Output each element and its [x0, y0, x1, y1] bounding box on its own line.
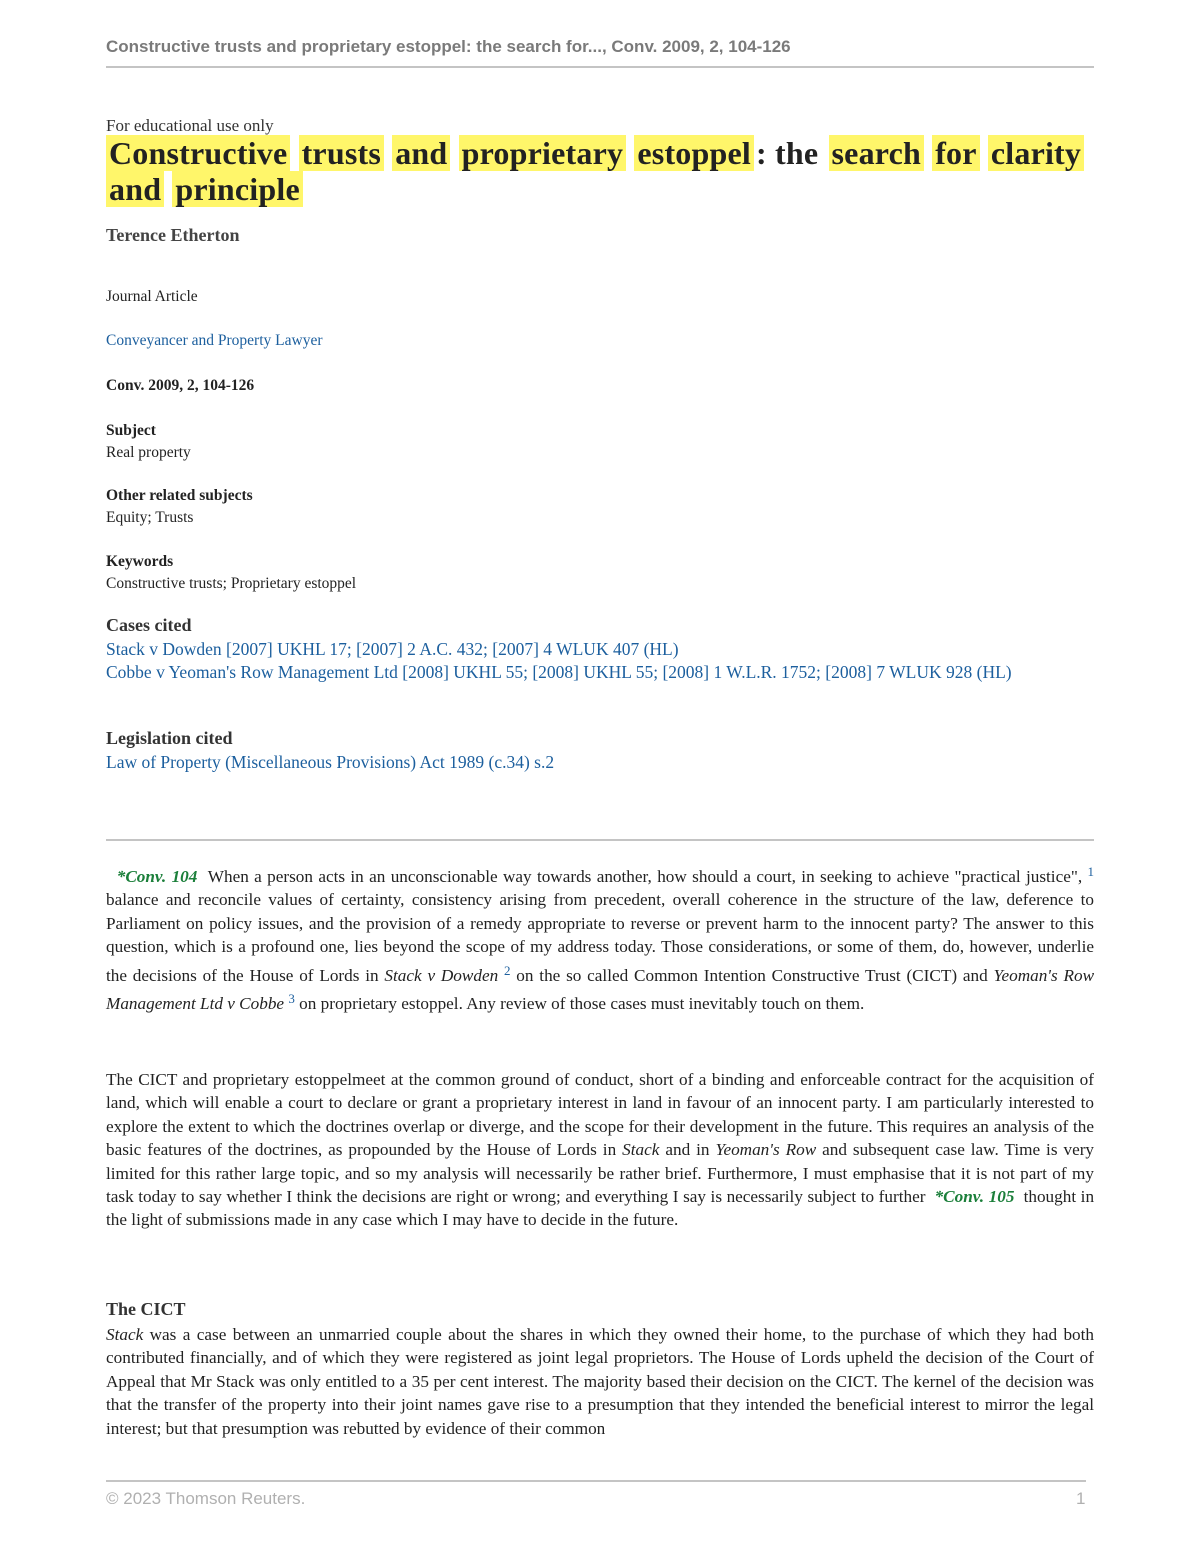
- article-title: [106, 135, 1096, 207]
- footnote-link-2[interactable]: 2: [503, 962, 511, 978]
- title-word: Constructive: [106, 135, 290, 171]
- educational-notice: For educational use only: [106, 116, 274, 135]
- title-word: search: [829, 135, 924, 171]
- case-link-cobbe[interactable]: Cobbe v Yeoman's Row Management Ltd [2008] UKHL 55; [2008] UKHL 55; [2008] 1 W.L.R. 1752; [2008] 7 WLUK 928 (HL): [106, 662, 1012, 682]
- author-name: Terence Etherton: [106, 225, 240, 245]
- paragraph-text: When a person acts in an unconscionable way towards another, how should a court, in seeking to achieve "practical justice",: [207, 867, 1083, 886]
- paragraph-text: and in: [665, 1140, 710, 1160]
- title-word: and: [392, 135, 450, 171]
- case-link-stack[interactable]: Stack v Dowden [2007] UKHL 17; [2007] 2 A.C. 432; [2007] 4 WLUK 407 (HL): [106, 639, 679, 659]
- journal-link[interactable]: Conveyancer and Property Lawyer: [106, 332, 323, 349]
- page-marker: *Conv. 104: [116, 867, 198, 886]
- title-word: and: [106, 171, 164, 207]
- subject-label: Subject: [106, 422, 156, 439]
- case-name: Yeoman's Row Management Ltd v Cobbe: [106, 965, 1095, 1014]
- cases-cited-label: Cases cited: [106, 615, 192, 635]
- copyright-notice: © 2023 Thomson Reuters.: [106, 1489, 306, 1508]
- body-paragraph-1: [106, 860, 1094, 1015]
- paragraph-text: The CICT and proprietary estoppelmeet at the common ground of conduct, short of a binding and enforceable contract for the acquisition of land, which will enable a court to declare or grant a proprietary interest in land in favour of an innocent party. I am particularly interested to explore the extent to which the doctrines overlap or diverge, and the scope for their development in the future. This requires an analysis of the basic features of the doctrines, as propounded by the House of Lords in: [106, 1070, 1094, 1160]
- title-word: principle: [172, 171, 302, 207]
- document-type: Journal Article: [106, 288, 198, 305]
- page-marker: *Conv. 105: [934, 1187, 1015, 1207]
- case-name: Stack v Dowden: [384, 965, 499, 985]
- paragraph-text: and subsequent case law. Time is very limited for this rather large topic, and so my analysis will necessarily be rather brief. Furthermore, I must emphasise that it is not part of my task today to say whether I think the decisions are right or wrong; and everything I say is necessarily subject to further: [106, 1140, 1095, 1207]
- other-subjects-label: Other related subjects: [106, 487, 253, 504]
- footnote-link-1[interactable]: 1: [1087, 864, 1095, 879]
- subject-value: Real property: [106, 444, 191, 461]
- paragraph-text: on the so called Common Intention Constructive Trust (CICT) and: [516, 965, 988, 985]
- section-heading: The CICT: [106, 1299, 186, 1319]
- legislation-link[interactable]: Law of Property (Miscellaneous Provisions) Act 1989 (c.34) s.2: [106, 752, 555, 772]
- keywords-value: Constructive trusts; Proprietary estoppel: [106, 575, 357, 592]
- paragraph-text: balance and reconcile values of certainty, consistency arising from precedent, overall coherence in the structure of the law, deference to Parliament on policy issues, and the provision of a remedy appropriate to reverse or prevent harm to the innocent party? The answer to this question, which is a profound one, lies beyond the scope of my address today. Those considerations, or some of them, do, however, underlie the decisions of the House of Lords in: [106, 890, 1094, 985]
- footnote-link-3[interactable]: 3: [288, 991, 295, 1007]
- title-word: : the: [756, 135, 819, 171]
- header-divider: [106, 66, 1094, 68]
- case-name: Stack: [622, 1140, 660, 1160]
- paragraph-text: thought in the light of submissions made in any case which I may have to decide in the future.: [106, 1187, 1095, 1230]
- paragraph-text: was a case between an unmarried couple about the shares in which they owned their home, to the purchase of which they had both contributed financially, and of which they were registered as joint legal proprietors. The House of Lords upheld the decision of the Court of Appeal that Mr Stack was only entitled to a 35 per cent interest. The majority based their decision on the CICT. The kernel of the decision was that the transfer of the property into their joint names gave rise to a presumption that they intended the beneficial interest to mirror the legal interest; but that presumption was rebutted by evidence of their common: [106, 1325, 1094, 1438]
- body-paragraph-3: [106, 1323, 1094, 1440]
- page-number: 1: [1076, 1489, 1086, 1508]
- running-header: Constructive trusts and proprietary estoppel: the search for..., Conv. 2009, 2, 104-126: [106, 37, 791, 56]
- other-subjects-value: Equity; Trusts: [106, 509, 194, 526]
- footer-divider: [106, 1480, 1086, 1482]
- case-name: Yeoman's Row: [715, 1140, 817, 1160]
- paragraph-text: on proprietary estoppel. Any review of those cases must inevitably touch on them.: [299, 994, 865, 1014]
- body-paragraph-2: [106, 1068, 1094, 1232]
- body-divider: [106, 839, 1094, 841]
- case-name: Stack: [106, 1325, 144, 1344]
- citation: Conv. 2009, 2, 104-126: [106, 377, 255, 394]
- keywords-label: Keywords: [106, 553, 174, 570]
- title-word: estoppel: [634, 135, 754, 171]
- title-word: for: [932, 135, 979, 171]
- legislation-cited-label: Legislation cited: [106, 728, 233, 748]
- title-word: clarity: [988, 135, 1084, 171]
- title-word: trusts: [299, 135, 384, 171]
- title-word: proprietary: [459, 135, 627, 171]
